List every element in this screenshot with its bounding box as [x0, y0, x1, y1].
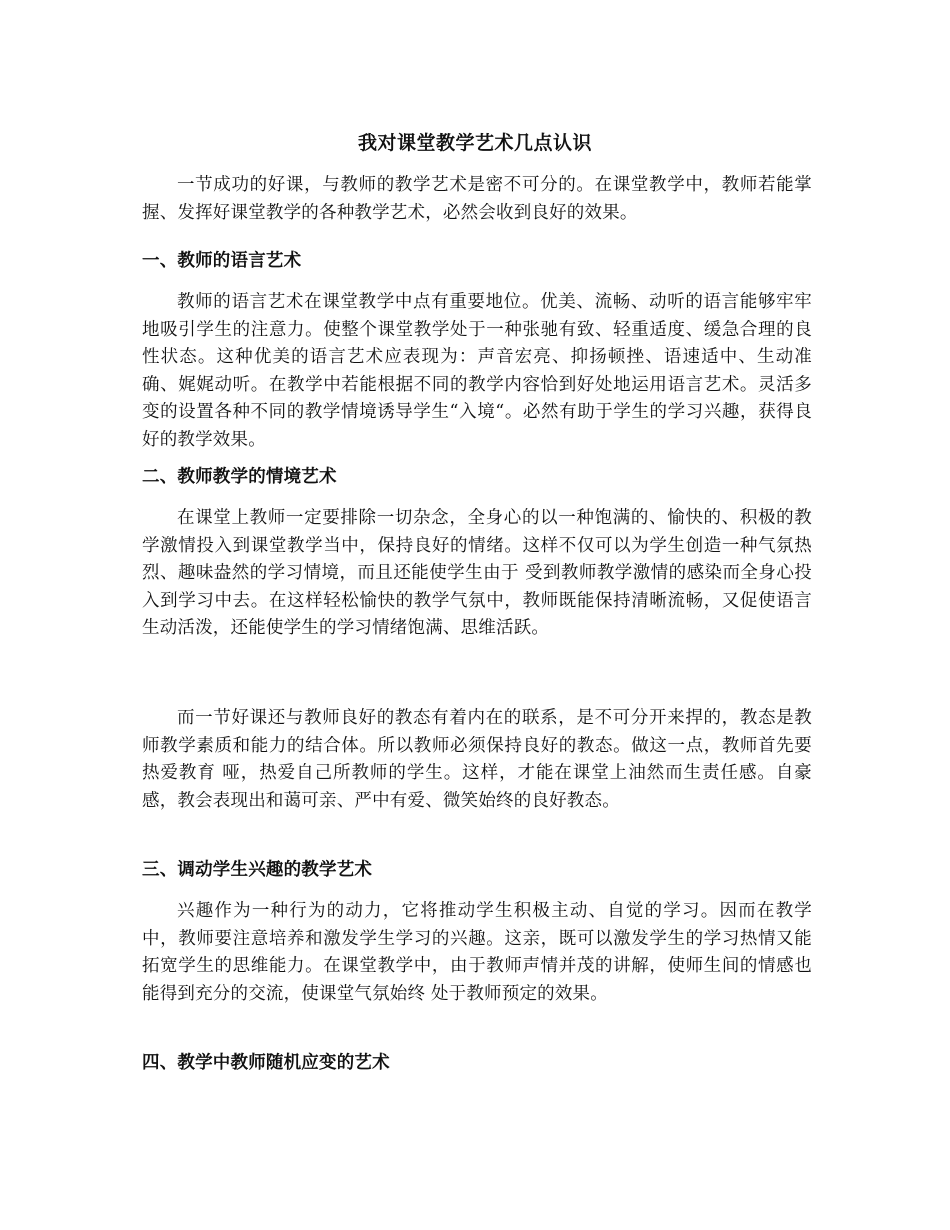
section-4-heading-block — [142, 1050, 812, 1077]
section-3-heading: 三、调动学生兴趣的教学艺术 — [142, 860, 373, 880]
section-2-paragraph-1: 在课堂上教师一定要排除一切杂念，全身心的以一种饱满的、愉快的、积极的教学激情投入到课堂教学当中，保持良好的情绪。这样不仅可以为学生创造一种气氛热烈、趣味盎然的学习情境，而且还能使学生由于 受到教师教学激情的感染而全身心投入到学习中去。在这样轻松愉快的教学气氛中，教师既能保持清晰流畅，又促使语言生动活泼，还能使学生的学习情绪饱满、思维活跃。 — [142, 508, 812, 638]
section-3-paragraph: 兴趣作为一种行为的动力，它将推动学生积极主动、自觉的学习。因而在教学中，教师要注意培养和激发学生学习的兴趣。这亲，既可以激发学生的学习热情又能拓宽学生的思维能力。在课堂教学中，由于教师声情并茂的讲解，使师生间的情感也能得到充分的交流，使课堂气氛始终 处于教师预定的效果。 — [142, 901, 812, 1004]
section-4-heading: 四、教学中教师随机应变的艺术 — [142, 1053, 390, 1073]
intro-block — [142, 172, 812, 227]
section-1-heading-block — [142, 248, 812, 275]
section-3-body — [142, 898, 812, 1008]
section-1-heading: 一、教师的语言艺术 — [142, 251, 302, 271]
document-title: 我对课堂教学艺术几点认识 — [357, 132, 592, 154]
section-2-heading-block — [142, 464, 812, 491]
intro-paragraph: 一节成功的好课，与教师的教学艺术是密不可分的。在课堂教学中，教师若能掌握、发挥好课堂教学的各种教学艺术，必然会收到良好的效果。 — [142, 175, 812, 223]
section-2-body-continued — [142, 705, 812, 815]
section-1-paragraph: 教师的语言艺术在课堂教学中点有重要地位。优美、流畅、动听的语言能够牢牢地吸引学生的注意力。使整个课堂教学处于一种张驰有致、轻重适度、缓急合理的良性状态。这种优美的语言艺术应表现为：声音宏亮、抑扬顿挫、语速适中、生动准确、娓娓动听。在教学中若能根据不同的教学内容恰到好处地运用语言艺术。灵活多变的设置各种不同的教学情境诱导学生“入境“。必然有助于学生的学习兴趣，获得良好的教学效果。 — [142, 292, 812, 450]
section-2-paragraph-2: 而一节好课还与教师良好的教态有着内在的联系，是不可分开来捍的，教态是教师教学素质和能力的结合体。所以教师必须保持良好的教态。做这一点，教师首先要热爱教育 哑，热爱自己所教师的学生。这样，才能在课堂上油然而生责任感。自豪感，教会表现出和蔼可亲、严中有爱、微笑始终的良好教态。 — [142, 708, 812, 811]
section-1-body — [142, 289, 812, 454]
section-2-body — [142, 505, 812, 643]
section-3-heading-block — [142, 857, 812, 884]
section-2-heading: 二、教师教学的情境艺术 — [142, 467, 337, 487]
